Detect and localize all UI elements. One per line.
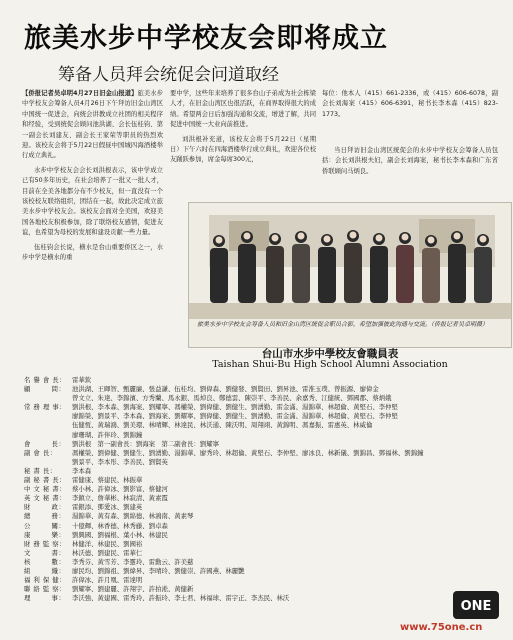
article-column-1: [22, 89, 163, 341]
roster-row: [24, 440, 502, 449]
roster-names: 劉景平、李本彤、李善民、劉賢英: [72, 457, 168, 466]
roster-names: 馮權榮、劉偉健、劉健生、劉湧勤、湯錦華、廖秀玲、林超倫、黃堅石、李仲堅、廖冰良、林新儀、劉錦昌、鄧福林、劉錦鐘: [72, 448, 424, 457]
roster-names: 雷健康、蔡建民、林振華: [72, 476, 143, 485]
roster-title: 文 書：: [24, 548, 66, 557]
roster-row: [24, 531, 502, 540]
roster-row: [24, 512, 502, 521]
roster-names: 林健洋、林建民、劉國裕: [72, 539, 143, 548]
roster-title: [24, 412, 72, 421]
roster-names: 廖珊瑚、許伴玲、劉錦鐘: [72, 430, 143, 439]
roster-row: [24, 431, 502, 440]
article-paragraph: 伍桂钧会长说，横水是台山重要侨区之一，水步中学是横水的重: [22, 243, 163, 262]
roster-names: 池洪湖、王暉智、甄麗廉、張益謙、伍桂均、劉偉森、劉健發、劉賢田、劉昇池、雷淮玉璞、曾振源、廖偉金: [72, 385, 379, 394]
roster-row: [24, 385, 502, 394]
roster-row: [24, 476, 502, 485]
officer-roster: [24, 376, 502, 603]
article-column-3-bottom: [322, 146, 498, 198]
roster-names: 蔡小林、許偉冰、劉影富、蔡健河: [72, 485, 168, 494]
roster-names: 林沃德、劉建民、雷華仁: [72, 548, 143, 557]
roster-names: 雷銀添、鄧愛冰、劉建英: [72, 503, 143, 512]
roster-title: [24, 394, 72, 403]
article-subhead: 筹备人员拜会统促会问道取经: [58, 65, 279, 85]
roster-title: 副 會 長：: [24, 448, 57, 457]
article-paragraph: 刘洪根补充道，该校友会将于5月22日（星期日）下午六时在四海酒楼举行成立典礼，欢迎各位校友踊跃参加，席金每席300元，: [170, 135, 316, 164]
roster-row: [24, 585, 502, 594]
roster-row: [24, 458, 502, 467]
roster-row: [24, 567, 502, 576]
article-paragraph: 每位：他本人（415）661-2336，或（415）606-6078，副会长刘海案（415）606-6391，秘书长李本森（415）823-1773。: [322, 90, 498, 118]
article-paragraph: 水步中学校友会会长刘洪根表示，该中学成立已有50多年历史，在社会培养了一批又一批人才，目前在全美各地都分布不少校友，但一直没有一个该校校友联络组织，团结在一起，故此决定成立旅美水步中学校友会。该校友会面对全美国，欢迎美国各地校友积极参加，除了联络校友感情，促进友谊，也希望为母校的发展和建设贡献一些力量。: [22, 166, 163, 237]
roster-row: [24, 376, 502, 385]
roster-names: 雷華欽: [72, 376, 92, 384]
roster-row: [24, 467, 502, 476]
group-photo: [188, 202, 512, 348]
roster-title: 理 事：: [24, 594, 66, 603]
roster-names: 李沃強、黃建國、雷秀玲、許振玲、李士君、林福球、雷宇正、李杰民、林沃: [72, 594, 290, 603]
roster-title: 總 務：: [24, 512, 66, 521]
logo-text: ONE: [460, 599, 492, 614]
roster-title: 副 秘 書 長：: [24, 476, 67, 485]
roster-title: 財 務 監 察：: [24, 539, 67, 548]
byline-tag: 【侨报记者吴卓明4月27日旧金山报道】: [22, 90, 138, 97]
roster-row: [24, 394, 502, 403]
roster-row: [24, 421, 502, 430]
roster-row: [24, 449, 502, 458]
roster-names: 湯錦華、黃有森、劉綿德、林鴻南、黃素琴: [72, 512, 194, 521]
roster-names: 劉洪根、李本森、劉海案、劉耀寧、馮權榮、劉偉健、劉健生、劉湧勤、雷金滿、湯錦華、林超倫、黃堅石、李仲堅: [72, 403, 398, 412]
roster-title: 秘 書 長：: [24, 466, 57, 475]
roster-title: 公 關：: [24, 521, 66, 530]
roster-title: 名 譽 會 長：: [24, 376, 67, 384]
roster-row: [24, 576, 502, 585]
roster-names: 曾文立、朱達、李錦濱、方秀蘭、馬永銀、馬焯良、鄭德雲、陳崇平、李善民、余嘉秀、江健統、鄧國郡、蔡炳娥: [72, 394, 392, 403]
roster-names: 廖民均、劉錦祖、劉煒昇、李晴玲、劉健崇、許國燕、林麗艷: [72, 566, 245, 575]
article-headline: 旅美水步中学校友会即将成立: [24, 23, 388, 54]
article-paragraph: 旅美水步中学校友会筹备人员4月26日下午拜访旧金山湾区中国统一促进会，向统会讲教成立社团的相关程序和经验，受到统促会顾问池洪湖、会长伍桂钧、第一副会长刘建友、副会长王家荣等职员的热烈欢迎。该校友会将于5月22日假昼中国城四海酒楼举行成立典礼。: [22, 90, 163, 160]
roster-title: 組 織：: [24, 566, 66, 575]
roster-names: 李秀芬、黃雪芳、李靈玲、雷勳云、許美慈: [72, 557, 194, 566]
roster-row: [24, 594, 502, 603]
roster-title: 康 樂：: [24, 530, 66, 539]
association-title-chinese: 台山市水步中學校友會職員表: [261, 348, 399, 360]
roster-row: [24, 494, 502, 503]
roster-title: [24, 421, 72, 430]
roster-row: [24, 540, 502, 549]
roster-title: 核 數：: [24, 557, 66, 566]
roster-title: 福 利 保 健：: [24, 576, 67, 585]
roster-row: [24, 549, 502, 558]
roster-row: [24, 522, 502, 531]
photo-caption: 旅美水步中学校友会筹备人员和旧金山湾区统促会职员合影，希望加强彼此沟通与交流。（侨报记者吴卓明摄）: [197, 321, 489, 328]
site-watermark: www.75one.cn: [400, 622, 483, 633]
roster-row: [24, 403, 502, 412]
roster-names: 廖錦榮、劉景平、李本森、劉海案、劉耀寧、劉偉健、劉健生、劉湧勤、雷金滿、湯錦華、林超倫、黃堅石、李仲堅: [72, 412, 398, 421]
association-title-english: Taishan Shui-Bu High School Alumni Association: [212, 359, 448, 370]
roster-title: [24, 431, 72, 440]
article-column-2: [170, 89, 316, 197]
roster-row: [24, 412, 502, 421]
roster-names: 伍健恆、黃瑞鴻、劉美環、林晴輝、林達民、林沃通、陳沃明、周翔翊、黃錦明、馮嘉振、雷惠英、林威倫: [72, 421, 373, 430]
roster-title: 財 政：: [24, 503, 66, 512]
roster-title: 常 務 理 事：: [24, 403, 67, 412]
roster-row: [24, 503, 502, 512]
roster-title: 會 長：: [24, 439, 66, 448]
roster-names: 劉興國、劉福根、葉小林、林建民: [72, 530, 168, 539]
roster-row: [24, 558, 502, 567]
roster-names: 劉耀寧、劉建麗、許翔宇、許拍淞、黃健新: [72, 585, 194, 594]
roster-names: 李本森: [72, 466, 92, 475]
roster-title: [24, 458, 72, 467]
newspaper-logo-icon: [452, 590, 500, 620]
roster-row: [24, 485, 502, 494]
roster-title: 中 文 秘 書：: [24, 485, 67, 494]
roster-names: 十億輝、林香德、林秀藤、劉卓森: [72, 521, 168, 530]
roster-title: 顧 問：: [24, 385, 66, 394]
roster-names: 劉洪根 第一副會長：劉海案 第二副會長：劉耀寧: [72, 439, 219, 448]
article-column-3-top: [322, 89, 498, 143]
article-paragraph: 要中学，这些年来培养了很多台山子弟成为社会栋梁人才，在旧金山湾区也很活跃，在商界取得很大的成绩。希望两会日后加强沟通和交流，增进了解，共同促进中国统一大业向前推进。: [170, 90, 316, 129]
roster-title: 聯 絡 監 察：: [24, 585, 67, 594]
roster-names: 許偉冰、許月凰、雷達明: [72, 576, 143, 585]
roster-title: 英 文 秘 書：: [24, 494, 67, 503]
roster-names: 李鎮立、詹華彬、林寂清、黃素霞: [72, 494, 168, 503]
article-paragraph: 当日拜访旧金山湾区统促会的水步中学校友会筹备人员包括：会长刘洪根夫妇，副会长刘海案，秘书长李本森和广东省侨联顾问马炳良。: [322, 147, 498, 175]
